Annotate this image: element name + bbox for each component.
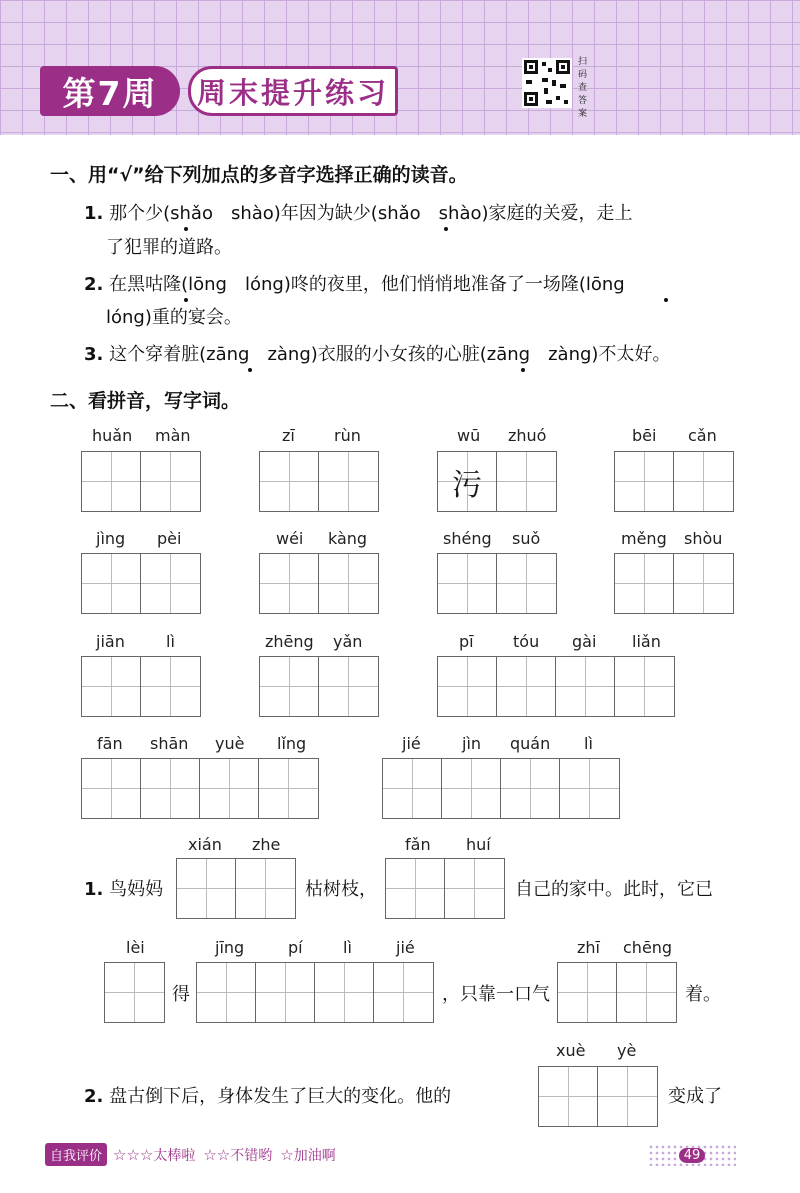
question-1-line-1: 1. 那个少(shǎo shào)年因为缺少(shǎo shào)家庭的关爱，走上: [84, 203, 633, 224]
pinyin-label: yǎn: [333, 632, 363, 651]
pinyin-label: kàng: [328, 529, 368, 548]
pinyin-label: zhēng: [265, 632, 314, 651]
grid-cell[interactable]: [374, 963, 433, 1022]
pinyin-label: liǎn: [632, 632, 661, 651]
pinyin-label: bēi: [632, 426, 657, 445]
pinyin-label: lì: [166, 632, 175, 651]
pinyin-label: jiān: [96, 632, 125, 651]
grid-cell[interactable]: [236, 859, 295, 918]
grid-cell[interactable]: [497, 452, 556, 511]
pinyin-label: yuè: [215, 734, 245, 753]
grid-cell[interactable]: [319, 452, 378, 511]
writing-grid[interactable]: [259, 553, 379, 614]
page-title: 周末提升练习: [188, 66, 398, 116]
writing-grid[interactable]: [437, 553, 557, 614]
grid-cell[interactable]: [260, 554, 319, 613]
grid-cell[interactable]: [82, 759, 141, 818]
page-number: [648, 1144, 736, 1166]
page-number-value: 49: [679, 1148, 706, 1163]
grid-cell[interactable]: [141, 759, 200, 818]
grid-cell[interactable]: [197, 963, 256, 1022]
grid-cell[interactable]: [105, 963, 164, 1022]
self-evaluation: [45, 1143, 336, 1166]
pinyin-label: màn: [155, 426, 191, 445]
pinyin-label: jié: [402, 734, 421, 753]
grid-cell[interactable]: [256, 963, 315, 1022]
grid-cell[interactable]: [315, 963, 374, 1022]
pinyin-label: pèi: [157, 529, 182, 548]
pinyin-label: shòu: [684, 529, 723, 548]
writing-grid[interactable]: [557, 962, 677, 1023]
pinyin-label: jié: [396, 938, 415, 957]
writing-grid[interactable]: [81, 758, 319, 819]
pinyin-label: zhuó: [508, 426, 547, 445]
pinyin-label: lèi: [126, 938, 145, 957]
pinyin-label: chēng: [623, 938, 673, 957]
star-icon[interactable]: ☆: [280, 1145, 294, 1164]
pinyin-label: jìn: [462, 734, 482, 753]
grid-cell[interactable]: [615, 452, 674, 511]
emphasis-dot: [444, 227, 448, 231]
grid-cell[interactable]: [617, 963, 676, 1022]
grid-cell[interactable]: [442, 759, 501, 818]
star-icon[interactable]: ☆☆☆: [113, 1145, 154, 1164]
writing-grid[interactable]: [437, 451, 557, 512]
writing-grid[interactable]: [614, 553, 734, 614]
pinyin-label: yè: [617, 1041, 637, 1060]
self-evaluation-label: 自我评价: [45, 1143, 107, 1166]
emphasis-dot: [248, 368, 252, 372]
pinyin-label: lǐng: [277, 734, 307, 753]
grid-cell[interactable]: [615, 657, 674, 716]
sentence-1-part-1: 1. 鸟妈妈: [84, 879, 164, 900]
grid-cell[interactable]: [674, 452, 733, 511]
grid-cell[interactable]: [598, 1067, 657, 1126]
grid-cell[interactable]: [556, 657, 615, 716]
section1-heading: 一、用“√”给下列加点的多音字选择正确的读音。: [50, 164, 468, 186]
qr-caption: 扫码查答案: [578, 57, 588, 119]
pinyin-label: gài: [572, 632, 597, 651]
pinyin-label: suǒ: [512, 529, 541, 548]
pinyin-label: zhī: [577, 938, 600, 957]
grid-cell[interactable]: [82, 657, 141, 716]
pinyin-label: pī: [459, 632, 474, 651]
writing-grid[interactable]: [437, 656, 675, 717]
grid-cell[interactable]: [386, 859, 445, 918]
grid-cell[interactable]: [141, 452, 200, 511]
star-icon[interactable]: ☆☆: [203, 1145, 231, 1164]
pinyin-label: jīng: [215, 938, 245, 957]
emphasis-dot: [184, 227, 188, 231]
rating-try: 加油啊: [293, 1147, 336, 1164]
pinyin-label: tóu: [513, 632, 540, 651]
grid-cell[interactable]: [615, 554, 674, 613]
grid-cell[interactable]: [383, 759, 442, 818]
pinyin-label: měng: [621, 529, 667, 548]
grid-cell-given-character: 污: [438, 452, 497, 511]
writing-grid[interactable]: [81, 553, 201, 614]
pinyin-label: xián: [188, 835, 222, 854]
writing-grid[interactable]: [259, 656, 379, 717]
question-2-line-2: lóng)重的宴会。: [106, 307, 242, 328]
week-badge: 第7周: [40, 66, 180, 116]
question-3-line-1: 3. 这个穿着脏(zāng zàng)衣服的小女孩的心脏(zāng zàng)不太好。: [84, 344, 671, 365]
grid-cell[interactable]: [141, 554, 200, 613]
grid-cell[interactable]: [82, 554, 141, 613]
rating-great: 太棒啦: [153, 1147, 196, 1164]
grid-cell[interactable]: [445, 859, 504, 918]
rating-good: 不错哟: [230, 1147, 273, 1164]
grid-cell[interactable]: [82, 452, 141, 511]
writing-grid[interactable]: [81, 451, 201, 512]
pinyin-label: huí: [466, 835, 491, 854]
emphasis-dot: [521, 368, 525, 372]
grid-cell[interactable]: [200, 759, 259, 818]
pinyin-label: zī: [282, 426, 295, 445]
writing-grid[interactable]: [382, 758, 620, 819]
grid-cell[interactable]: [259, 759, 318, 818]
grid-cell[interactable]: [497, 554, 556, 613]
sentence-1-part-6: 着。: [685, 984, 721, 1005]
question-2-line-1: 2. 在黑咕隆(lōng lóng)咚的夜里，他们悄悄地准备了一场隆(lōng: [84, 274, 625, 295]
grid-cell[interactable]: [438, 657, 497, 716]
grid-cell[interactable]: [501, 759, 560, 818]
sentence-1-part-5: ，只靠一口气: [442, 984, 550, 1005]
question-1-line-2: 了犯罪的道路。: [106, 237, 232, 258]
grid-cell[interactable]: [560, 759, 619, 818]
emphasis-dot: [184, 298, 188, 302]
sentence-1-part-2: 枯树枝，: [305, 879, 377, 900]
grid-cell[interactable]: [141, 657, 200, 716]
writing-grid[interactable]: [81, 656, 201, 717]
grid-cell[interactable]: [260, 452, 319, 511]
writing-grid[interactable]: [104, 962, 165, 1023]
grid-cell[interactable]: [260, 657, 319, 716]
writing-grid[interactable]: [538, 1066, 658, 1127]
grid-cell[interactable]: [539, 1067, 598, 1126]
pinyin-label: shān: [150, 734, 189, 753]
writing-grid[interactable]: [614, 451, 734, 512]
pinyin-label: zhe: [252, 835, 281, 854]
grid-cell[interactable]: [674, 554, 733, 613]
writing-grid[interactable]: [196, 962, 434, 1023]
pinyin-label: lì: [584, 734, 593, 753]
grid-cell[interactable]: [319, 657, 378, 716]
sentence-2-part-2: 变成了: [668, 1086, 722, 1107]
sentence-1-part-4: 得: [172, 984, 190, 1005]
grid-cell[interactable]: [497, 657, 556, 716]
pinyin-label: cǎn: [688, 426, 717, 445]
pinyin-label: rùn: [334, 426, 361, 445]
pinyin-label: wū: [457, 426, 481, 445]
grid-cell[interactable]: [438, 554, 497, 613]
emphasis-dot: [664, 298, 668, 302]
grid-cell[interactable]: [319, 554, 378, 613]
sentence-2-part-1: 2. 盘古倒下后，身体发生了巨大的变化。他的: [84, 1086, 452, 1107]
grid-cell[interactable]: [177, 859, 236, 918]
pinyin-label: lì: [343, 938, 352, 957]
pinyin-label: huǎn: [92, 426, 133, 445]
grid-cell[interactable]: [558, 963, 617, 1022]
writing-grid[interactable]: [259, 451, 379, 512]
writing-grid[interactable]: [176, 858, 296, 919]
pinyin-label: pí: [288, 938, 303, 957]
pinyin-label: shéng: [443, 529, 492, 548]
pinyin-label: wéi: [276, 529, 304, 548]
qr-code-icon[interactable]: [522, 58, 572, 108]
writing-grid[interactable]: [385, 858, 505, 919]
pinyin-label: xuè: [556, 1041, 586, 1060]
sentence-1-part-3: 自己的家中。此时，它已: [515, 879, 713, 900]
pinyin-label: fān: [97, 734, 123, 753]
section2-heading: 二、看拼音，写字词。: [50, 390, 241, 412]
pinyin-label: quán: [510, 734, 551, 753]
pinyin-label: fǎn: [405, 835, 431, 854]
pinyin-label: jìng: [96, 529, 126, 548]
